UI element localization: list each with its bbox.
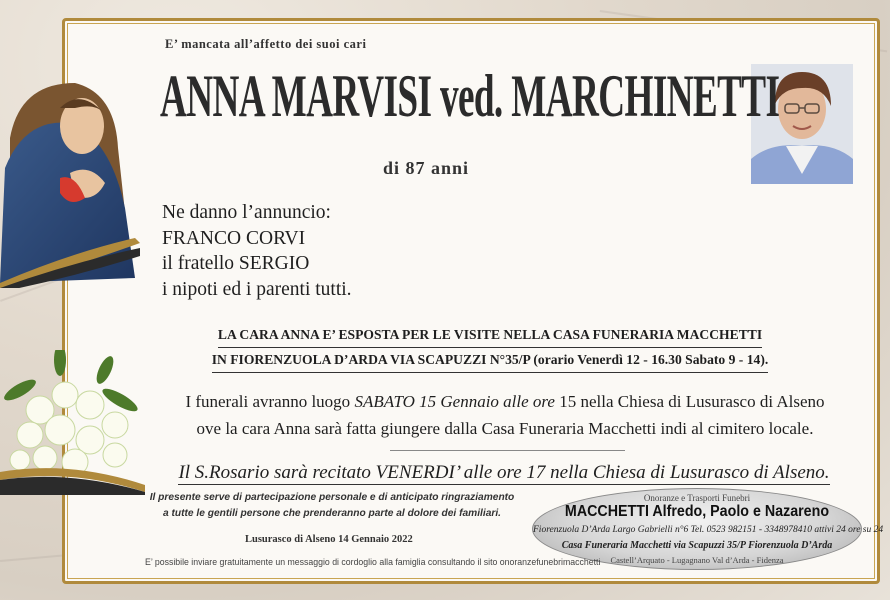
- rosary-text: [148, 462, 860, 485]
- agency-address: Fiorenzuola D’Arda Largo Gabrielli n°6 Tel. 0523 982151 - 3348978410 attivi 24 ore su 24: [533, 525, 884, 535]
- age-text: di 87 anni: [383, 158, 470, 178]
- thanks-line: a tutte le gentili persone che prenderanno parte al dolore dei familiari.: [163, 508, 501, 519]
- thanks-line: Il presente serve di partecipazione personale e di anticipato ringraziamento: [149, 492, 515, 503]
- funeral-info: [155, 388, 855, 442]
- madonna-image: [0, 78, 140, 288]
- visit-line: IN FIORENZUOLA D’ARDA VIA SCAPUZZI N°35/P (orario Venerdì 12 - 16.30 Sabato 9 - 14).: [212, 348, 769, 373]
- agency-funeral-home: Casa Funeraria Macchetti via Scapuzzi 35/P Fiorenzuola D’Arda: [561, 540, 833, 551]
- agency-title: MACCHETTI Alfredo, Paolo e Nazareno: [564, 503, 830, 520]
- visit-line: LA CARA ANNA E’ ESPOSTA PER LE VISITE NELLA CASA FUNERARIA MACCHETTI: [218, 323, 762, 348]
- thanks-text: [147, 490, 517, 522]
- flowers-image: [0, 350, 145, 495]
- mourners-line: FRANCO CORVI: [162, 227, 306, 249]
- agency-subtitle: Onoranze e Trasporti Funebri: [643, 493, 751, 503]
- mourners-line: il fratello SERGIO: [162, 253, 310, 274]
- mourners-list: [162, 200, 352, 302]
- funeral-date: SABATO 15 Gennaio alle ore: [354, 392, 555, 411]
- intro-text: E’ mancata all’affetto dei suoi cari: [165, 37, 367, 51]
- rosary-line: Il S.Rosario sarà recitato VENERDI’ alle ore 17 nella Chiesa di Lusurasco di Alseno.: [178, 462, 830, 483]
- mourners-line: i nipoti ed i parenti tutti.: [162, 278, 352, 300]
- visit-info: [160, 323, 820, 373]
- place-date: Lusurasco di Alseno 14 Gennaio 2022: [245, 534, 413, 545]
- funeral-text: 15 nella Chiesa di Lusurasco di Alseno: [554, 392, 825, 411]
- funeral-text: ove la cara Anna sarà fatta giungere dalla Casa Funeraria Macchetti indi al cimitero locale.: [196, 419, 814, 438]
- funeral-text: I funerali avranno luogo: [185, 392, 355, 411]
- footer-note: E’ possibile inviare gratuitamente un messaggio di cordoglio alla famiglia consultando il sito onoranzefunebrimacchetti: [145, 557, 601, 568]
- agency-locations: Castell’Arquato - Lugagnano Val d’Arda - Fidenza: [610, 555, 784, 565]
- divider: [390, 450, 625, 451]
- mourners-line: Ne danno l’annuncio:: [162, 202, 331, 223]
- deceased-name: ANNA MARVISI ved. MARCHINETTI: [160, 63, 780, 129]
